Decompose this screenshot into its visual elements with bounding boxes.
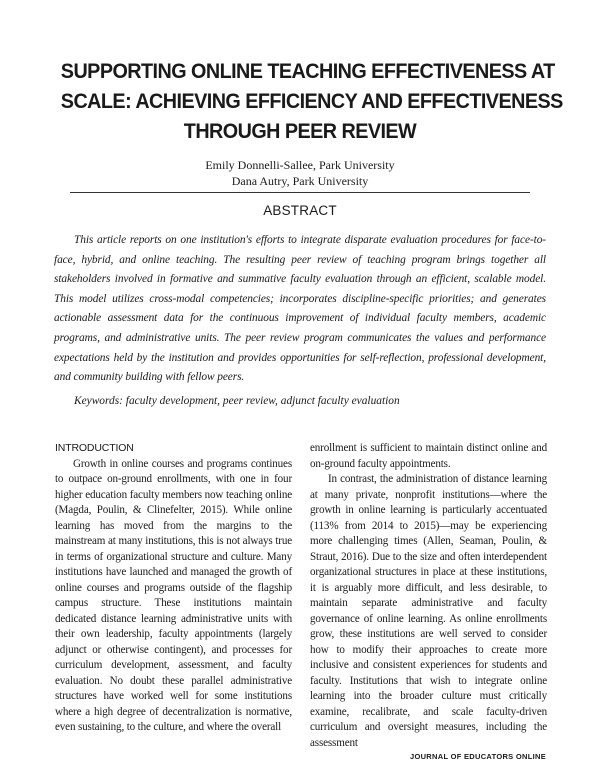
abstract-heading: ABSTRACT <box>263 203 337 218</box>
journal-footer: JOURNAL OF EDUCATORS ONLINE <box>409 752 546 761</box>
abstract-body <box>54 231 546 388</box>
keywords: Keywords: faculty development, peer review, adjunct faculty evaluation <box>74 395 400 407</box>
title-line-3: THROUGH PEER REVIEW <box>183 119 417 143</box>
article-title <box>60 56 563 146</box>
divider <box>70 192 530 193</box>
left-column <box>55 441 292 736</box>
author-list <box>0 157 600 189</box>
title-line-1: SUPPORTING ONLINE TEACHING EFFECTIVENESS AT <box>60 59 555 83</box>
title-line-2: SCALE: ACHIEVING EFFICIENCY AND EFFECTIVENESS <box>60 89 563 113</box>
paragraph-continuation: enrollment is sufficient to maintain distinct online and on-ground faculty appointments. <box>310 442 547 470</box>
abstract-text: This article reports on one institution's efforts to integrate disparate evaluation procedures for face-to-face, hybrid, and online teaching. The resulting peer review of teaching program brings together all stakeholders involved in formative and summative faculty evaluation through an efficient, scalable model. This model utilizes cross-modal competencies; incorporates discipline-specific priorities; and generates actionable assessment data for the continuous improvement of individual faculty members, academic programs, and administrative units. The peer review program communicates the values and performance expectations held by the institution and provides opportunities for self-reflection, professional development, and community building with fellow peers. <box>54 234 546 384</box>
author-2: Dana Autry, Park University <box>231 174 369 188</box>
paragraph: Growth in online courses and programs continues to outpace on-ground enrollments, with one in four higher education faculty members now teaching online (Magda, Poulin, & Clinefelter, 2015). While online learning has moved from the margins to the mainstream at many institutions, this is not always true in terms of organizational structure and culture. Many institutions have launched and managed the growth of online courses and programs outside of the flagship campus structure. These institutions maintain dedicated distance learning administrative units with their own leadership, faculty appointments (largely adjunct or otherwise contingent), and processes for curriculum development, assessment, and faculty evaluation. No doubt these parallel administrative structures have worked well for some institutions where a high degree of decentralization is normative, even sustaining, to the culture, and where the overall <box>55 457 292 733</box>
right-column <box>310 441 547 751</box>
section-heading-introduction: INTRODUCTION <box>55 442 134 454</box>
paragraph: In contrast, the administration of distance learning at many private, nonprofit institutions—where the growth in online learning is particularly accentuated (113% from 2014 to 2015)—may be experiencing more challenging times (Allen, Seaman, Poulin, & Straut, 2016). Due to the size and often interdependent organizational structures in place at these institutions, it is arguably more difficult, and less desirable, to maintain separate administrative and faculty governance of online learning. As online enrollments grow, these institutions are well served to consider how to modify their approaches to create more inclusive and consistent experiences for students and faculty. Institutions that wish to integrate online learning into the broader culture must critically examine, recalibrate, and scale faculty-driven curriculum and oversight measures, including the assessment <box>310 473 547 749</box>
author-1: Emily Donnelli-Sallee, Park University <box>205 158 395 172</box>
